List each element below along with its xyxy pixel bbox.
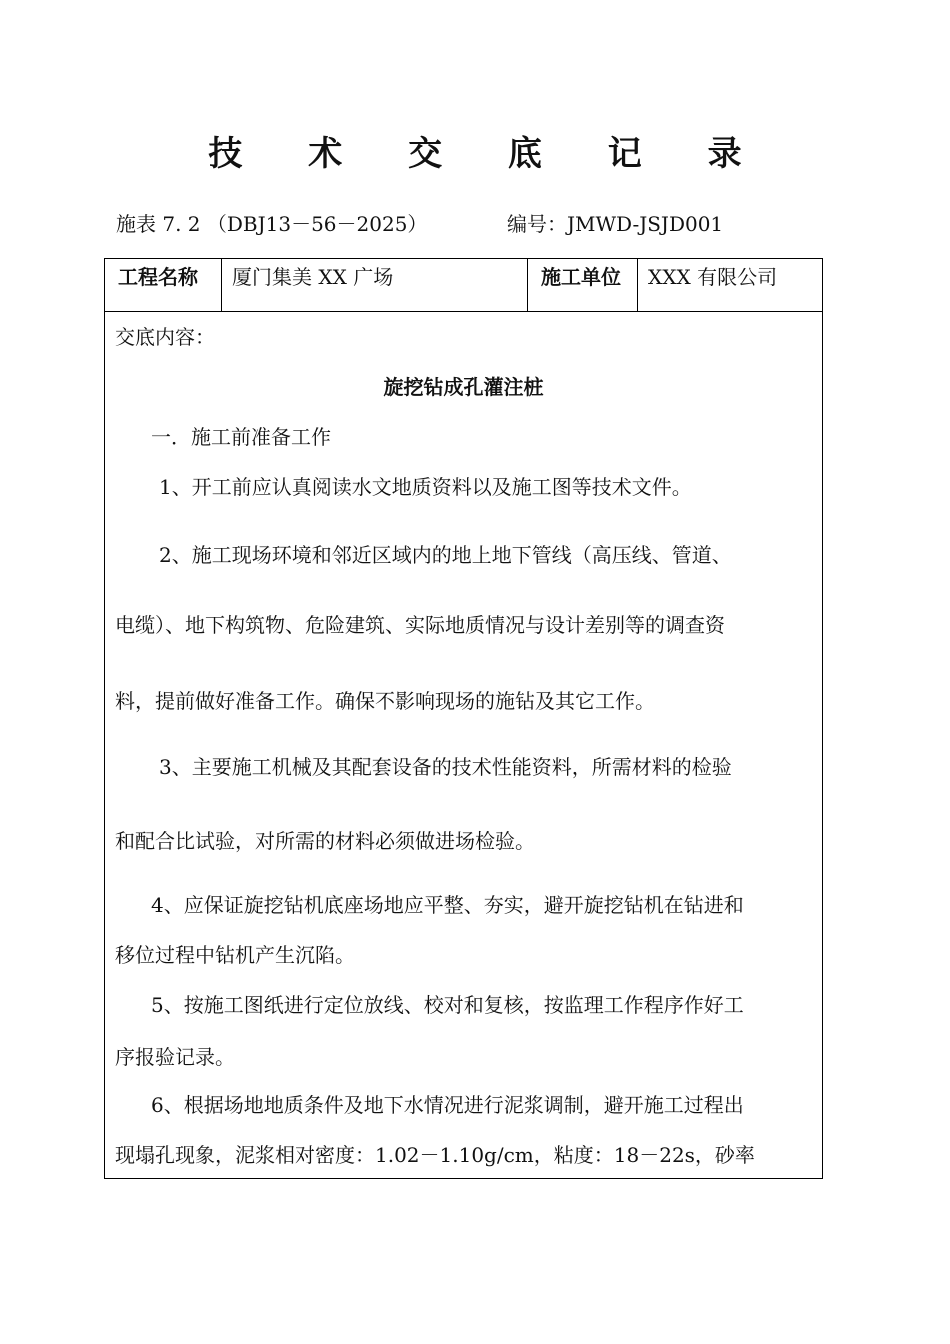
section-heading: 一．施工前准备工作: [151, 425, 331, 449]
document-title: 技 术 交 底 记 录: [208, 134, 769, 174]
content-line: 2、施工现场环境和邻近区域内的地上地下管线（高压线、管道、: [159, 543, 732, 567]
content-line: 现塌孔现象，泥浆相对密度：1.02－1.10g/cm，粘度：18－22s，砂率: [115, 1143, 755, 1167]
content-line: 和配合比试验，对所需的材料必须做进场检验。: [115, 829, 535, 853]
unit-label-cell: [528, 259, 638, 311]
content-line: 电缆）、地下构筑物、危险建筑、实际地质情况与设计差别等的调查资: [115, 613, 725, 637]
project-label: 工程名称: [118, 265, 198, 289]
unit-label: 施工单位: [541, 265, 621, 289]
header-row: [105, 259, 822, 312]
content-line: 6、根据场地地质条件及地下水情况进行泥浆调制，避开施工过程出: [151, 1093, 744, 1117]
content-line: 3、主要施工机械及其配套设备的技术性能资料，所需材料的检验: [159, 755, 732, 779]
record-table: [104, 258, 823, 1179]
document-code: 编号：JMWD-JSJD001: [507, 212, 724, 236]
content-line: 料，提前做好准备工作。确保不影响现场的施钻及其它工作。: [115, 689, 655, 713]
project-value: 厦门集美 XX 广场: [232, 265, 394, 289]
content-line: 5、按施工图纸进行定位放线、校对和复核，按监理工作程序作好工: [151, 993, 744, 1017]
content-line: 移位过程中钻机产生沉陷。: [115, 943, 355, 967]
unit-value: XXX 有限公司: [648, 265, 778, 289]
unit-value-cell: [638, 259, 822, 311]
content-line: 1、开工前应认真阅读水文地质资料以及施工图等技术文件。: [159, 475, 692, 499]
subject-title: 旋挖钻成孔灌注桩: [383, 375, 544, 399]
project-label-cell: [105, 259, 222, 311]
project-value-cell: [222, 259, 528, 311]
content-line: 序报验记录。: [115, 1045, 235, 1069]
content-line: 4、应保证旋挖钻机底座场地应平整、夯实，避开旋挖钻机在钻进和: [151, 893, 744, 917]
content-intro-label: 交底内容：: [115, 325, 215, 349]
form-number: 施表 7. 2 （DBJ13－56－2025）: [116, 212, 428, 236]
